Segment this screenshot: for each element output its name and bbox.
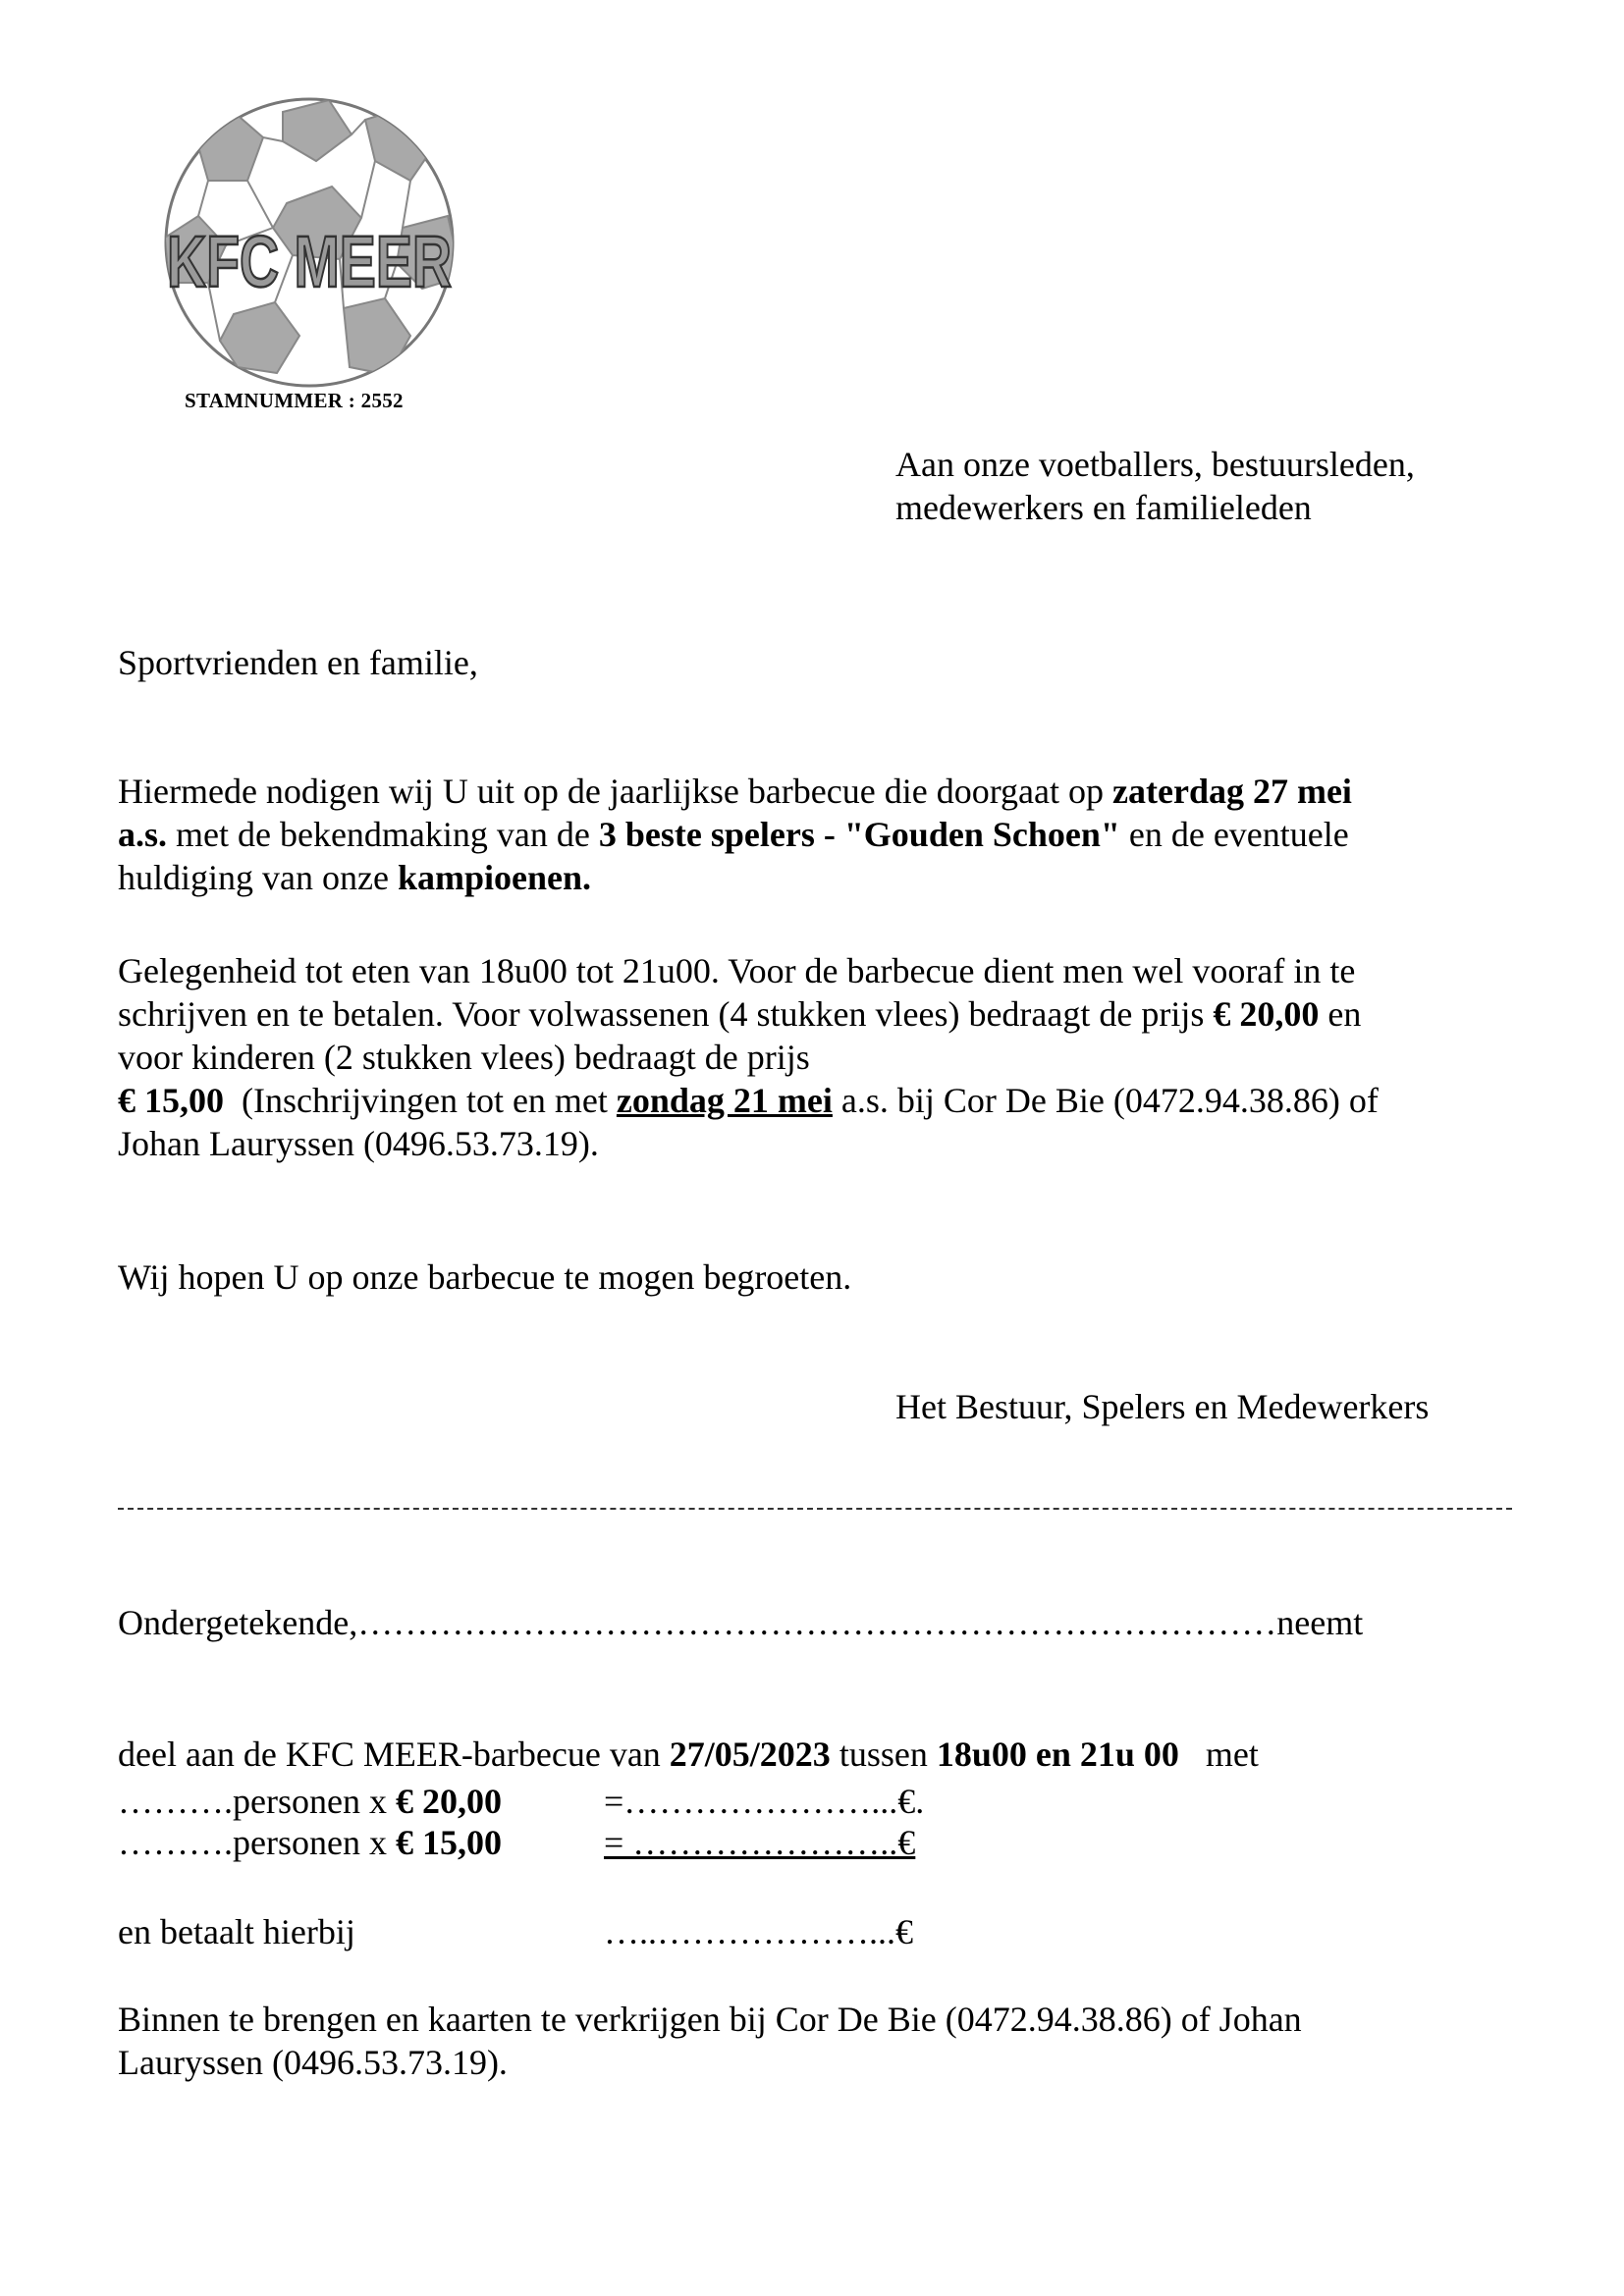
pricing-paragraph bbox=[118, 950, 1512, 1166]
invitation-paragraph bbox=[118, 771, 1512, 900]
event-date: zaterdag 27 mei bbox=[1112, 772, 1352, 811]
form-row-children bbox=[118, 1822, 916, 1865]
award-name: 3 beste spelers - "Gouden Schoen" bbox=[598, 814, 1120, 854]
total-field: =…………………...€. bbox=[604, 1782, 925, 1821]
stamnummer: STAMNUMMER : 2552 bbox=[185, 389, 404, 412]
text: Hiermede nodigen wij U uit op de jaarlijkse barbecue die doorgaat op bbox=[118, 772, 1113, 811]
text-line: Lauryssen (0496.53.73.19). bbox=[118, 2042, 508, 2082]
total-field: …..………………...€ bbox=[604, 1912, 913, 1951]
price: € 15,00 bbox=[395, 1823, 502, 1862]
adult-price: € 20,00 bbox=[1213, 993, 1320, 1034]
recipient-line: medewerkers en familieleden bbox=[895, 487, 1312, 527]
text: en bbox=[1319, 993, 1362, 1034]
form-row-paid bbox=[118, 1911, 913, 1954]
bold-text: kampioenen. bbox=[397, 857, 591, 897]
club-logo bbox=[157, 90, 461, 395]
text: schrijven en te betalen. Voor volwassenen (4 stukken vlees) bedraagt de prijs bbox=[118, 993, 1214, 1034]
text-line: Gelegenheid tot eten van 18u00 tot 21u00. Voor de barbecue dient men wel vooraf in te bbox=[118, 951, 1356, 990]
event-time: 18u00 en 21u 00 bbox=[936, 1734, 1179, 1774]
text: ……….personen x bbox=[118, 1782, 396, 1821]
child-price: € 15,00 bbox=[118, 1080, 224, 1120]
text: deel aan de KFC MEER-barbecue van bbox=[118, 1734, 670, 1774]
text-line: voor kinderen (2 stukken vlees) bedraagt de prijs bbox=[118, 1037, 810, 1077]
text: huldiging van onze bbox=[118, 857, 398, 897]
bold-text: a.s. bbox=[118, 814, 168, 854]
text: (Inschrijvingen tot en met bbox=[224, 1080, 617, 1120]
cut-line-divider bbox=[118, 1508, 1512, 1510]
salutation: Sportvrienden en familie, bbox=[118, 643, 478, 682]
form-participation-line bbox=[118, 1690, 1259, 1777]
text: met de bekendmaking van de bbox=[167, 814, 599, 854]
text: a.s. bij Cor De Bie (0472.94.38.86) of bbox=[832, 1080, 1379, 1120]
recipient-block bbox=[895, 444, 1415, 530]
text-line: Johan Lauryssen (0496.53.73.19). bbox=[118, 1123, 599, 1163]
recipient-line: Aan onze voetballers, bestuursleden, bbox=[895, 445, 1415, 484]
text: en de eventuele bbox=[1119, 814, 1349, 854]
text: en betaalt hierbij bbox=[118, 1912, 355, 1951]
form-name-line: Ondergetekende,……………………………………………………………………neemt bbox=[118, 1603, 1364, 1642]
registration-deadline: zondag 21 mei bbox=[616, 1080, 833, 1120]
total-field: = …………………..€ bbox=[604, 1823, 916, 1862]
form-row-adults bbox=[118, 1781, 925, 1824]
signoff: Het Bestuur, Spelers en Medewerkers bbox=[895, 1387, 1430, 1426]
text-line: Binnen te brengen en kaarten te verkrijgen bij Cor De Bie (0472.94.38.86) of Johan bbox=[118, 2000, 1302, 2039]
logo-text: KFC MEER bbox=[167, 221, 452, 302]
event-date: 27/05/2023 bbox=[669, 1734, 831, 1774]
text: tussen bbox=[830, 1734, 937, 1774]
closing-paragraph: Wij hopen U op onze barbecue te mogen begroeten. bbox=[118, 1257, 852, 1297]
price: € 20,00 bbox=[395, 1782, 502, 1821]
text: ……….personen x bbox=[118, 1823, 396, 1862]
delivery-note bbox=[118, 1999, 1512, 2085]
text: met bbox=[1178, 1734, 1259, 1774]
